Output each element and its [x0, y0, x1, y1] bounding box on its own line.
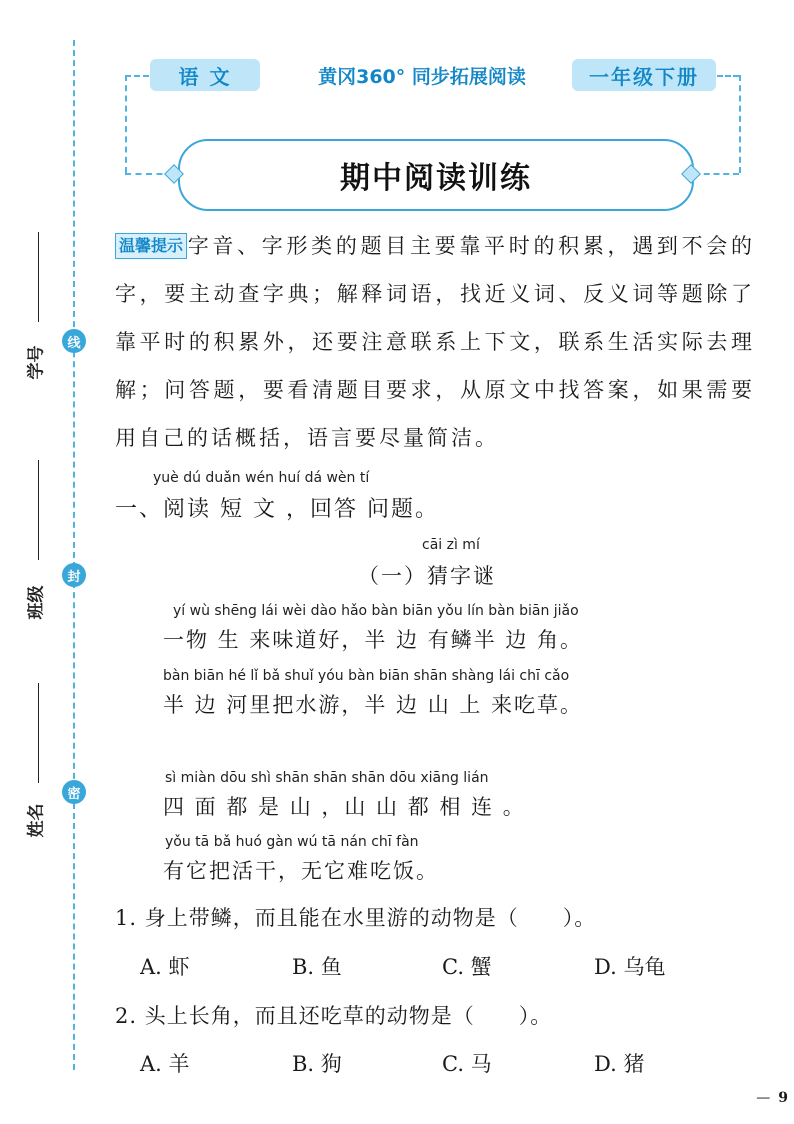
question-1-option-d[interactable]: D. 乌龟: [594, 955, 666, 979]
header-dash-right-top: [717, 75, 739, 77]
tip-text: 字音、字形类的题目主要靠平时的积累，遇到不会的字，要主动查字典；解释词语，找近义词、反义词等题除了靠平时的积累外，还要注意联系上下文，联系生活实际去理解；问答题，要看清题目要求，从原文中找答案，如果需要用自己的话概括，语言要尽量简洁。: [115, 234, 755, 450]
binding-mark-mi: 密: [62, 780, 86, 804]
question-2-option-b[interactable]: B. 狗: [292, 1052, 342, 1076]
question-2-option-c[interactable]: C. 马: [442, 1052, 492, 1076]
question-1-stem: 1. 身上带鳞，而且能在水里游的动物是（ ）。: [115, 906, 597, 930]
tip-badge: 温馨提示: [115, 233, 187, 259]
tip-paragraph: [115, 222, 755, 462]
binding-mark-feng: 封: [62, 563, 86, 587]
riddle-line-4: 有它把活干，无它难吃饭。: [163, 859, 439, 883]
riddle-line-3-pinyin: sì miàn dōu shì shān shān shān dōu xiāng lián: [165, 770, 489, 786]
riddle-line-2-pinyin: bàn biān hé lǐ bǎ shuǐ yóu bàn biān shān shàng lái chī cǎo: [163, 668, 570, 684]
grade-pill: 一年级下册: [572, 59, 716, 91]
question-2-option-a[interactable]: A. 羊: [140, 1052, 190, 1076]
section-heading: 一、阅读 短 文 ，回答 问题。: [115, 497, 439, 522]
binding-dashed-line: [73, 40, 75, 1070]
riddle-title: （一）猜字谜: [358, 564, 496, 588]
question-1-option-b[interactable]: B. 鱼: [292, 955, 342, 979]
page-title: 期中阅读训练: [178, 139, 694, 211]
subject-pill: 语 文: [150, 59, 260, 91]
riddle-line-2: 半 边 河里把水游，半 边 山 上 来吃草。: [163, 693, 584, 717]
riddle-line-4-pinyin: yǒu tā bǎ huó gàn wú tā nán chī fàn: [165, 834, 419, 850]
binding-mark-xian: 线: [62, 329, 86, 353]
class-underline: [38, 460, 39, 560]
section-heading-pinyin: yuè dú duǎn wén huí dá wèn tí: [153, 470, 370, 486]
class-label: 班级: [26, 585, 47, 620]
header-dash-left-top: [125, 75, 149, 77]
riddle-line-1-pinyin: yí wù shēng lái wèi dào hǎo bàn biān yǒu lín bàn biān jiǎo: [173, 603, 579, 619]
riddle-title-pinyin: cāi zì mí: [422, 537, 480, 553]
page-number: [756, 1090, 788, 1106]
student-id-label: 学号: [26, 345, 47, 380]
header-dash-right-vert: [739, 75, 741, 173]
series-title: 黄冈360° 同步拓展阅读: [318, 66, 526, 88]
riddle-line-1: 一物 生 来味道好，半 边 有鳞半 边 角。: [163, 628, 584, 652]
question-1-option-c[interactable]: C. 蟹: [442, 955, 492, 979]
name-underline: [38, 683, 39, 783]
name-label: 姓名: [26, 803, 47, 838]
question-1-option-a[interactable]: A. 虾: [140, 955, 190, 979]
header-dash-left-vert: [125, 75, 127, 173]
student-id-underline: [38, 232, 39, 322]
page-number-dash: —: [756, 1090, 771, 1106]
question-2-stem: 2. 头上长角，而且还吃草的动物是（ ）。: [115, 1004, 553, 1028]
riddle-line-3: 四 面 都 是 山 ，山 山 都 相 连 。: [163, 795, 526, 819]
question-2-option-d[interactable]: D. 猪: [594, 1052, 645, 1076]
page-number-value: 9: [778, 1090, 788, 1106]
